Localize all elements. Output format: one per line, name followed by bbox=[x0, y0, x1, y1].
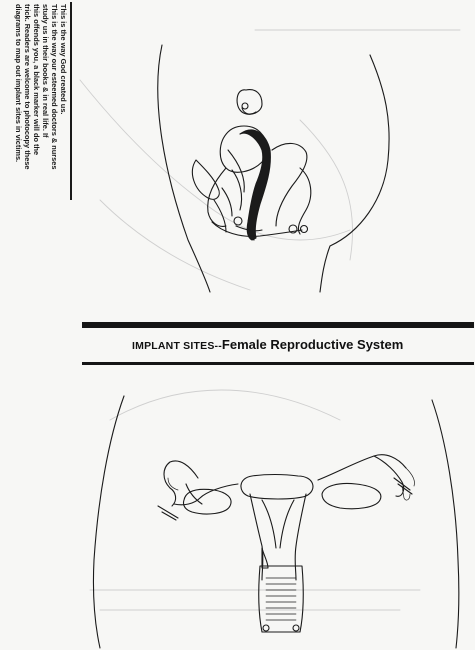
bleed-through bbox=[80, 30, 460, 610]
vaginal-canal bbox=[259, 566, 304, 632]
bladder-upper bbox=[237, 90, 262, 115]
title-rule-bottom bbox=[82, 362, 474, 365]
section-title-main: Female Reproductive System bbox=[221, 337, 404, 352]
title-rule-top bbox=[82, 322, 474, 328]
right-tube bbox=[318, 455, 406, 480]
body-outline-right bbox=[320, 55, 389, 292]
side-note-line: This is the way God created us. bbox=[59, 4, 68, 115]
side-note bbox=[2, 2, 72, 200]
sagittal-diagram bbox=[158, 45, 389, 292]
side-note-line: trick. Readers are welcome to photocopy these bbox=[23, 4, 32, 170]
right-ovary bbox=[322, 483, 381, 508]
side-note-line: this offends you, a black marker will do the bbox=[32, 4, 41, 156]
rectum bbox=[272, 143, 307, 226]
uterus-right-wall bbox=[295, 494, 306, 580]
section-title bbox=[132, 336, 403, 354]
uterus-left-wall bbox=[250, 494, 263, 580]
body-outline-left bbox=[158, 45, 210, 292]
side-note-line: This is the way our esteemed doctors & nurses bbox=[50, 4, 59, 170]
uterus-fundus bbox=[241, 475, 313, 500]
section-title-band bbox=[82, 322, 474, 368]
side-note-text bbox=[14, 4, 68, 196]
body-outline-right bbox=[432, 400, 459, 648]
side-note-line: diagrams to map out implant sites in victims. bbox=[14, 4, 23, 163]
side-note-line: study us in their books & in real life. If bbox=[41, 4, 50, 138]
section-title-prefix: IMPLANT SITES-- bbox=[132, 340, 222, 352]
